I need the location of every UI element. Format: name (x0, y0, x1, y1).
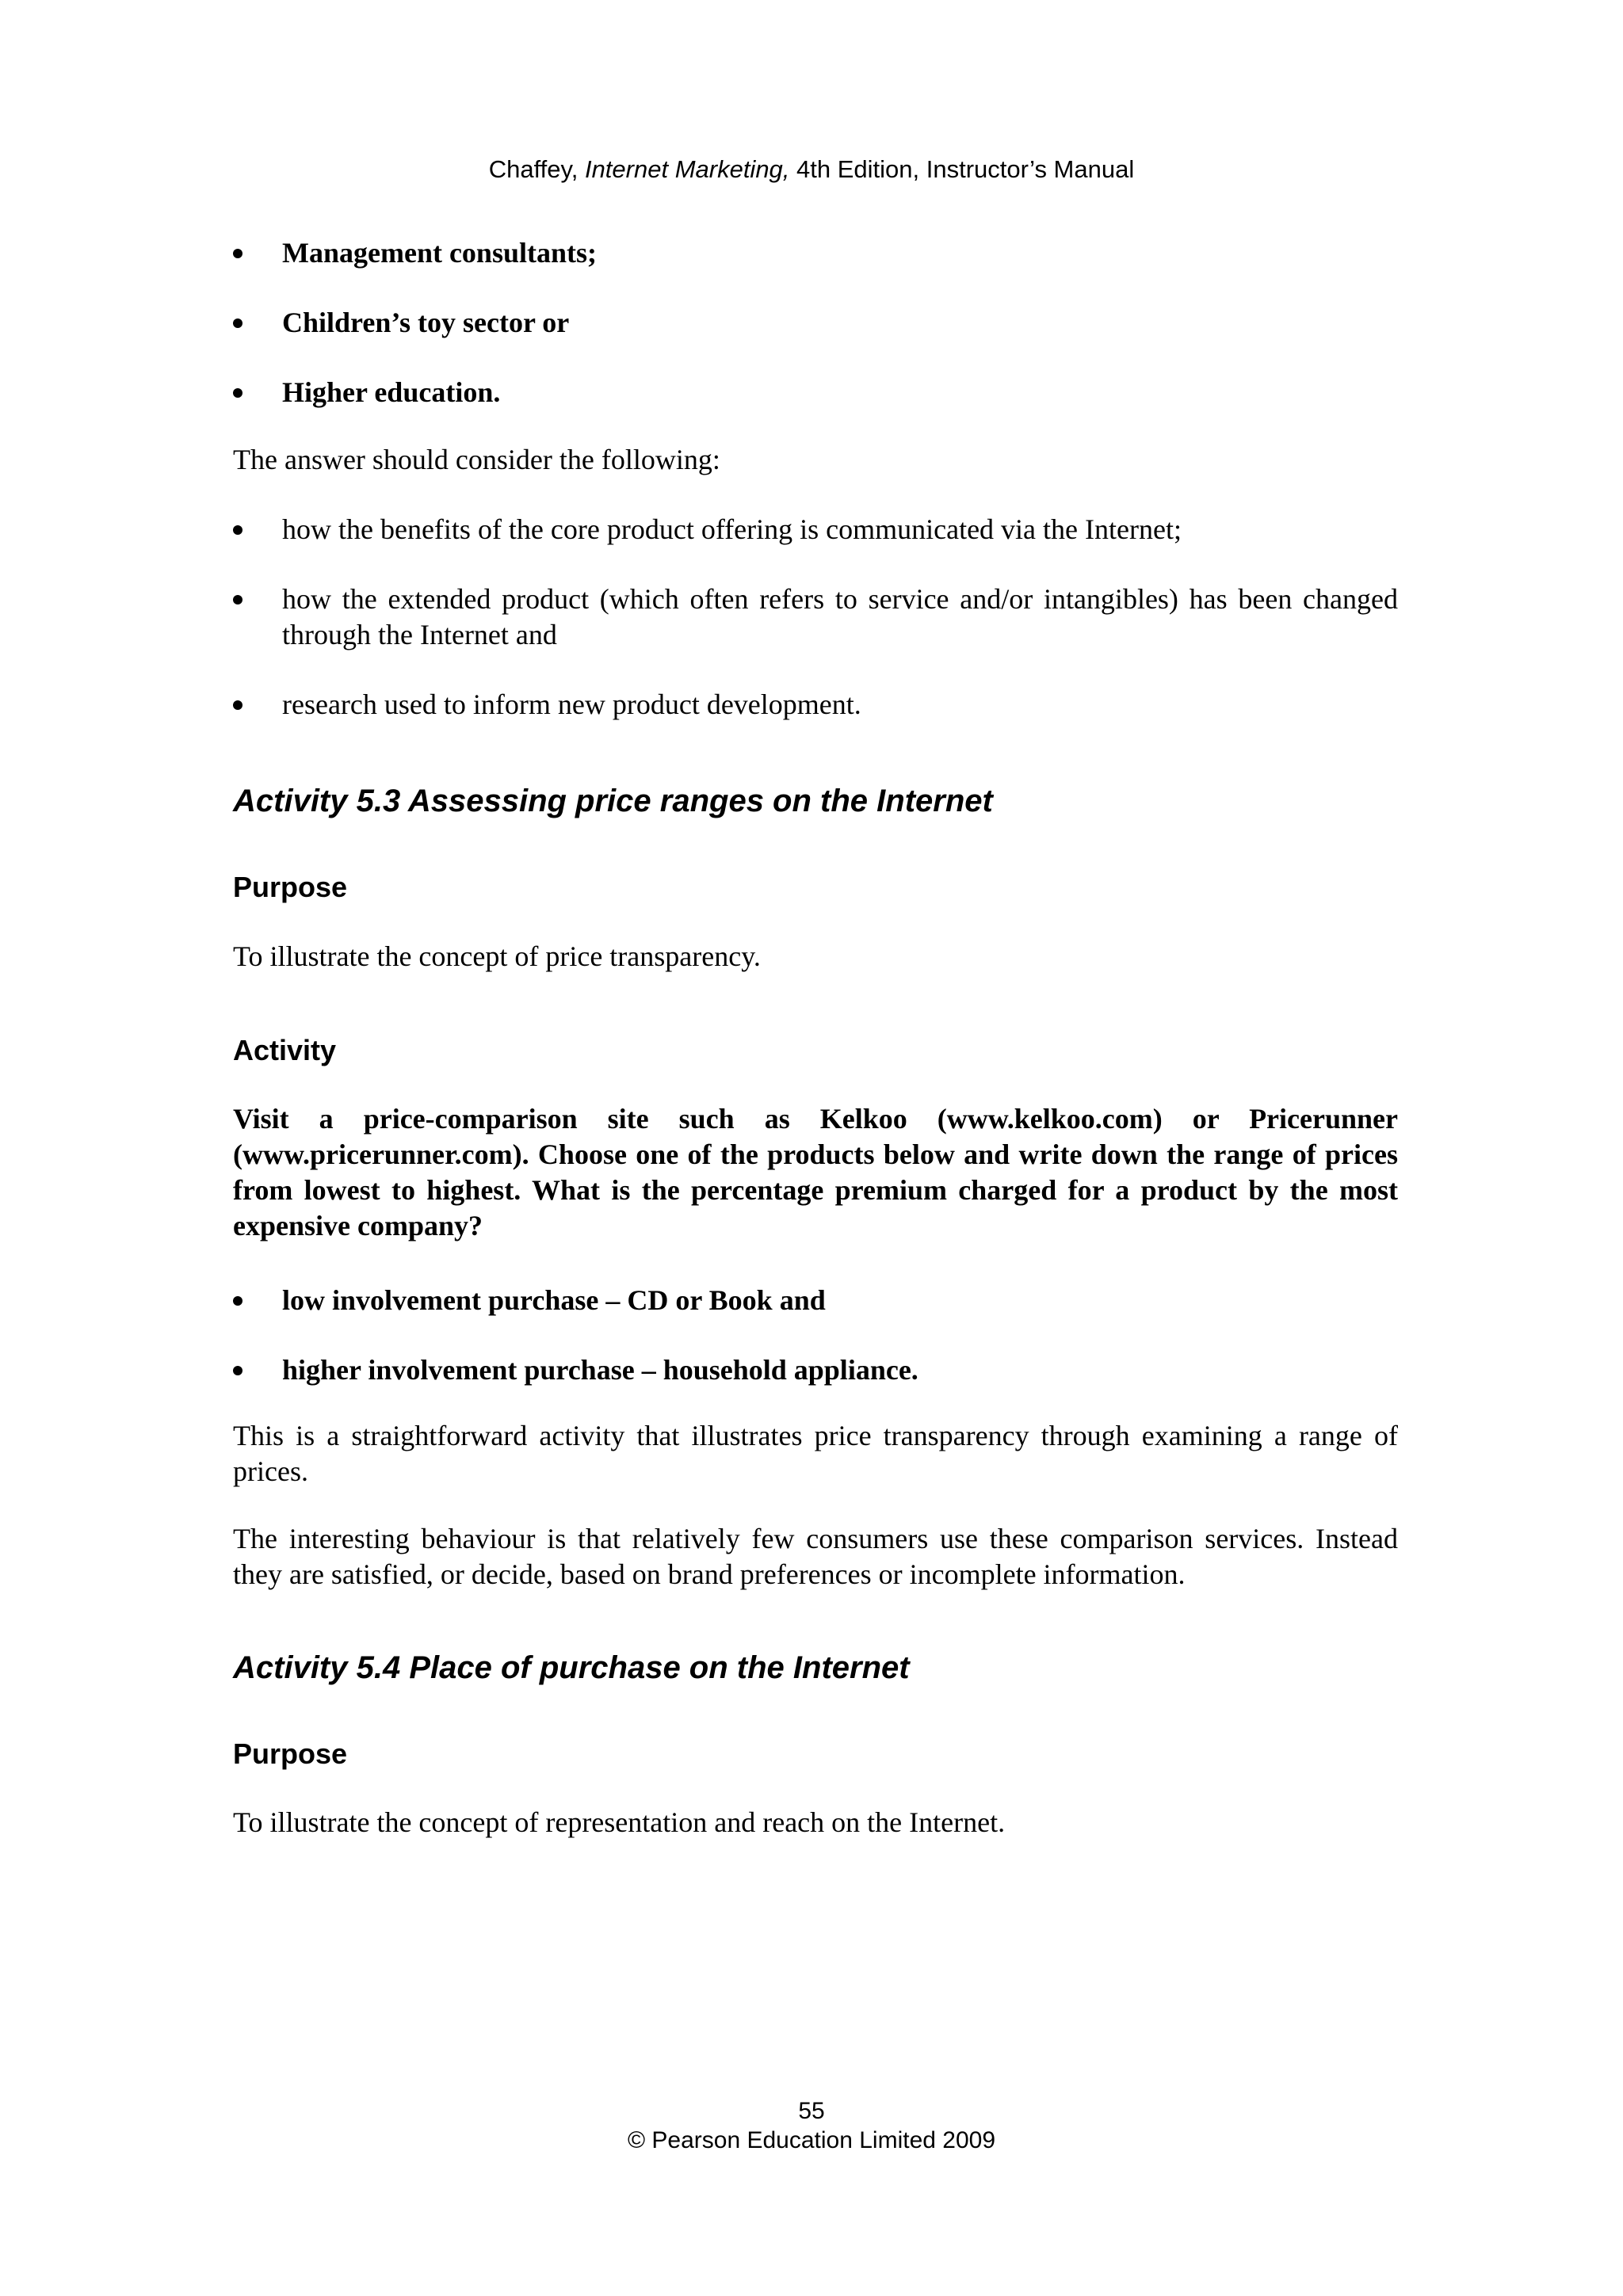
activity-5-3-note-1: This is a straightforward activity that illustrates price transparency through examining a range of prices. (233, 1420, 1398, 1487)
answer-intro: The answer should consider the following: (233, 444, 720, 475)
bullet-icon (233, 388, 242, 398)
product-bullet-1: low involvement purchase – CD or Book and (282, 1284, 826, 1316)
header-edition: 4th Edition, Instructor’s Manual (789, 155, 1135, 183)
product-bullet-2: higher involvement purchase – household appliance. (282, 1354, 918, 1386)
answer-bullet-1: how the benefits of the core product offering is communicated via the Internet; (282, 513, 1182, 545)
activity-5-4-heading: Activity 5.4 Place of purchase on the Internet (233, 1650, 910, 1685)
running-header (0, 154, 1623, 185)
header-book-title: Internet Marketing, (584, 155, 790, 183)
activity-5-3-activity-heading: Activity (233, 1034, 337, 1066)
sector-bullet-1: Management consultants; (282, 237, 597, 269)
bullet-icon (233, 1366, 242, 1375)
activity-5-4-purpose-text: To illustrate the concept of representation and reach on the Internet. (233, 1806, 1006, 1838)
page-number: 55 (798, 2098, 825, 2124)
header-author: Chaffey, (488, 155, 585, 183)
bullet-icon (233, 1296, 242, 1306)
activity-5-3-note-2: The interesting behaviour is that relatively few consumers use these comparison services. Instead they are satisfied, or decide, based on brand preferences or incomplete information. (233, 1523, 1398, 1590)
activity-5-3-heading: Activity 5.3 Assessing price ranges on the Internet (233, 784, 993, 818)
activity-5-3-purpose-text: To illustrate the concept of price transparency. (233, 940, 761, 972)
activity-5-4-purpose-heading: Purpose (233, 1737, 348, 1770)
answer-bullet-2: how the extended product (which often refers to service and/or intangibles) has been changed through the Internet and (282, 583, 1398, 650)
sector-bullet-2: Children’s toy sector or (282, 307, 570, 338)
sector-bullet-3: Higher education. (282, 376, 501, 408)
bullet-icon (233, 525, 242, 535)
activity-5-3-purpose-heading: Purpose (233, 871, 348, 903)
copyright-notice: © Pearson Education Limited 2009 (627, 2127, 996, 2153)
bullet-icon (233, 700, 242, 710)
answer-bullet-3: research used to inform new product development. (282, 688, 861, 720)
bullet-icon (233, 595, 242, 605)
bullet-icon (233, 318, 242, 328)
bullet-icon (233, 249, 242, 258)
activity-5-3-instructions: Visit a price-comparison site such as Kelkoo (www.kelkoo.com) or Pricerunner (www.pricerunner.com). Choose one of the products below and write down the range of prices from lowest to highest. What is the percentage premium charged for a product by the most expensive company? (233, 1103, 1398, 1241)
